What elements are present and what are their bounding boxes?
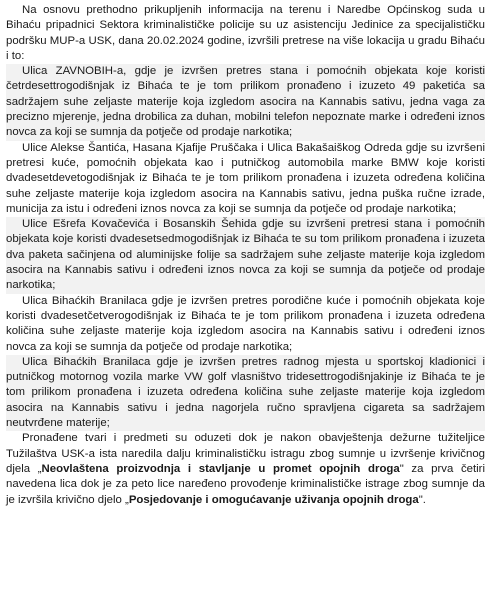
search-location-paragraph-3: Ulice Ešrefa Kovačevića i Bosanskih Šehida gdje su izvršeni pretresi stana i pomoćnih objekata koje koristi dvadesetsedmogodišnjak iz Bihaća te su tom prilikom pronađena i izuzeta dva paketa sačinjena od aluminijske folije sa sadržajem suhe zeljaste materije koja izgledom asocira na Kannabis sativu i određeni iznos novca za koji se sumnja da potječe od prodaje narkotika; [6, 217, 485, 293]
search-location-paragraph-1: Ulica ZAVNOBIH-a, gdje je izvršen pretres stana i pomoćnih objekata koje koristi četrdesettrogodišnjak iz Bihaća te je tom prilikom pronađeno i izuzeto 49 paketića sa sadržajem suhe zeljaste materije koja izgledom asocira na Kannabis sativu, jedna vaga za precizno mjerenje, jedna drobilica za duhan, mobilni telefon nepoznate marke i određeni iznos novca za koji se sumnja da potječe od prodaje narkotika; [6, 64, 485, 140]
conclusion-text-a: Pronađene tvari i predmeti su oduzeti dok je nakon obavještenja dežurne tužiteljice Tužilaštva USK-a ista naredila dalju kriminalističku istragu zbog sumnje u izvršenje krivičnog djela „ [6, 432, 485, 475]
search-location-paragraph-4: Ulica Bihaćkih Branilaca gdje je izvršen pretres porodične kuće i pomoćnih objekata koje koristi dvadesetčetverogodišnjak iz Bihaća te je tom prilikom pronađena i izuzeta određena količina suhe zeljaste materije koja izgledom asocira na Kannabis sativu i određeni iznos novca za koji se sumnja da potječe od prodaje narkotika; [6, 294, 485, 353]
offense-name-1: Neovlaštena proizvodnja i stavljanje u promet opojnih droga [41, 462, 400, 475]
conclusion-paragraph [6, 431, 485, 507]
search-location-paragraph-5: Ulica Bihaćkih Branilaca gdje je izvršen pretres radnog mjesta u sportskoj kladionici i putničkog motornog vozila marke VW golf vlasništvo tridesettrogodišnjakinje iz Bihaća te je tom prilikom pronađena i izuzeta određena količina suhe zeljaste materije koja izgledom asocira na Kannabis sativu i jedna nagorjela ručno spravljena cigareta sa sadržajem neutvrđene materije; [6, 355, 485, 431]
offense-name-2: Posjedovanje i omogućavanje uživanja opojnih droga [128, 493, 419, 506]
conclusion-text-c: ". [418, 493, 426, 506]
search-location-paragraph-2: Ulice Alekse Šantića, Hasana Kjafije Pruščaka i Ulica Bakašaiškog Odreda gdje su izvršeni pretresi kuće, pomoćnih objekata kao i putničkog automobila marke BMW koje koristi dvadesetdevetogodišnjak iz Bihaća te je tom prilikom pronađena i izuzeta određena količina suhe zeljaste materije koja izgledom asocira na Kannabis sativu, jedna puška ručne izrade, municija za istu i određeni iznos novca za koji se sumnja da potječe od prodaje narkotika; [6, 141, 485, 215]
conclusion-text-b: " za prva četiri navedena lica dok je za peto lice naređeno provođenje kriminalističke istrage zbog sumnje da je izvršila krivično djelo „ [6, 462, 486, 506]
intro-paragraph: Na osnovu prethodno prikupljenih informacija na terenu i Naredbe Općinskog suda u Bihaću pripadnici Sektora kriminalističke policije su uz asistenciju Jedinice za specijalističku podršku MUP-a USK, dana 20.02.2024 godine, izvršili pretrese na više lokacija u gradu Bihaću i to: [6, 4, 485, 62]
